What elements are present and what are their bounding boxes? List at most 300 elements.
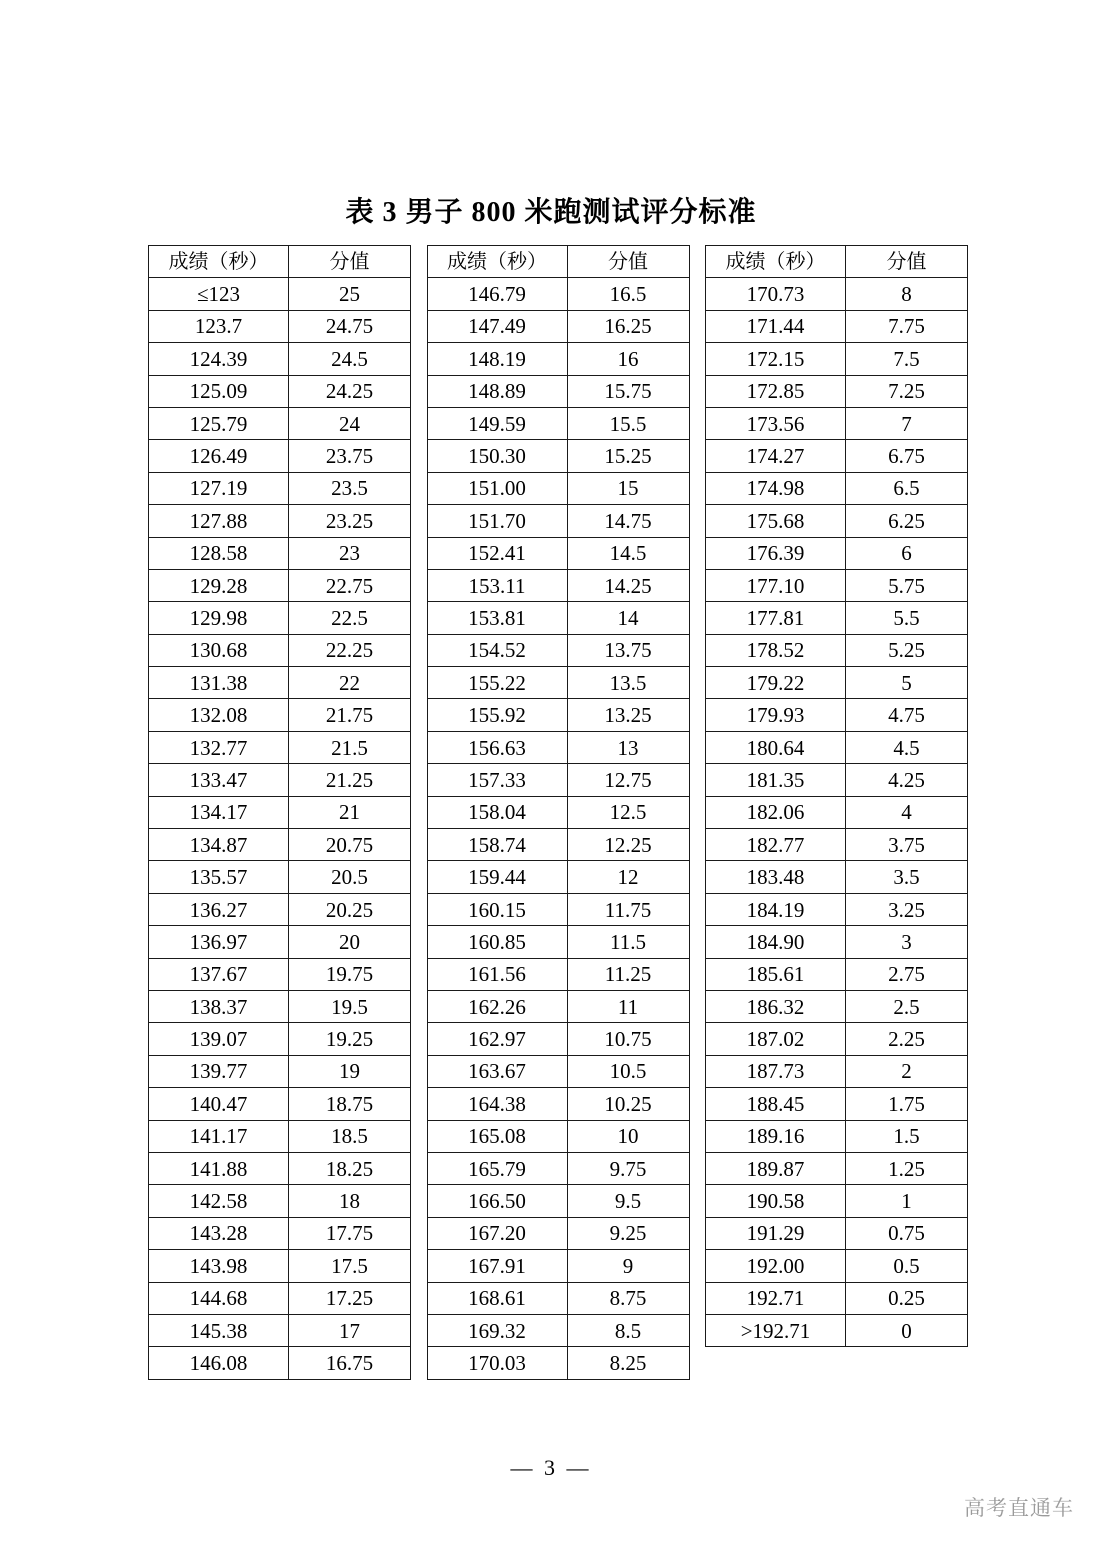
table-row [427,537,689,569]
table-row [149,440,411,472]
cell-performance: 123.7 [149,310,289,342]
cell-performance: 129.98 [149,602,289,634]
table-row [706,893,968,925]
table-row [149,796,411,828]
cell-score: 5.5 [846,602,968,634]
cell-score: 17 [289,1314,411,1346]
cell-performance: 162.97 [427,1023,567,1055]
table-row [427,407,689,439]
cell-score: 2.25 [846,1023,968,1055]
table-row [427,861,689,893]
cell-score: 9.5 [567,1185,689,1217]
table-row [427,310,689,342]
cell-score: 11.5 [567,926,689,958]
cell-performance: 158.04 [427,796,567,828]
cell-performance: 143.98 [149,1250,289,1282]
cell-score: 16.25 [567,310,689,342]
cell-performance: 151.70 [427,505,567,537]
cell-performance: 132.08 [149,699,289,731]
table-row [706,634,968,666]
table-row [706,278,968,310]
cell-performance: 141.88 [149,1152,289,1184]
cell-performance: 174.98 [706,472,846,504]
table-row [149,893,411,925]
cell-score: 19.5 [289,990,411,1022]
table-row [706,796,968,828]
cell-performance: 153.81 [427,602,567,634]
cell-score: 17.75 [289,1217,411,1249]
cell-score: 18.75 [289,1088,411,1120]
table-row [427,926,689,958]
cell-performance: 144.68 [149,1282,289,1314]
table-row [149,472,411,504]
table-row [706,699,968,731]
table-row [149,569,411,601]
cell-performance: 146.08 [149,1347,289,1379]
score-table-1 [148,245,411,1380]
cell-performance: 192.00 [706,1250,846,1282]
table-row [706,1152,968,1184]
cell-score: 9.25 [567,1217,689,1249]
cell-performance: 130.68 [149,634,289,666]
cell-performance: 159.44 [427,861,567,893]
cell-performance: 186.32 [706,990,846,1022]
table-row [149,1314,411,1346]
cell-score: 16 [567,343,689,375]
cell-score: 6.25 [846,505,968,537]
cell-performance: 142.58 [149,1185,289,1217]
cell-performance: 168.61 [427,1282,567,1314]
cell-performance: 148.89 [427,375,567,407]
cell-score: 19 [289,1055,411,1087]
cell-score: 20.75 [289,829,411,861]
cell-performance: 180.64 [706,731,846,763]
cell-score: 12.25 [567,829,689,861]
cell-performance: 156.63 [427,731,567,763]
cell-score: 12 [567,861,689,893]
cell-score: 9 [567,1250,689,1282]
cell-score: 10.5 [567,1055,689,1087]
cell-score: 15 [567,472,689,504]
table-row [706,1185,968,1217]
cell-score: 11 [567,990,689,1022]
table-row [149,634,411,666]
cell-score: 10.75 [567,1023,689,1055]
table-row [427,1185,689,1217]
cell-score: 22.25 [289,634,411,666]
table-row [706,1088,968,1120]
cell-score: 15.25 [567,440,689,472]
cell-score: 4.5 [846,731,968,763]
cell-score: 16.5 [567,278,689,310]
table-row [149,667,411,699]
cell-performance: 125.09 [149,375,289,407]
cell-performance: 190.58 [706,1185,846,1217]
cell-score: 24.75 [289,310,411,342]
cell-score: 5 [846,667,968,699]
cell-performance: 174.27 [706,440,846,472]
table-row [706,829,968,861]
cell-performance: 172.85 [706,375,846,407]
table-row [149,343,411,375]
table-row [149,1088,411,1120]
table-row [427,1152,689,1184]
table-row [149,1120,411,1152]
cell-performance: 135.57 [149,861,289,893]
table-row [427,569,689,601]
table-row [427,1120,689,1152]
table-row [149,1217,411,1249]
cell-score: 5.25 [846,634,968,666]
cell-performance: 179.93 [706,699,846,731]
cell-performance: 189.16 [706,1120,846,1152]
cell-performance: 160.15 [427,893,567,925]
table-row [427,440,689,472]
table-row [427,667,689,699]
table-row [706,958,968,990]
cell-score: 20.5 [289,861,411,893]
cell-score: 24.5 [289,343,411,375]
table-row [149,1185,411,1217]
cell-score: 14.25 [567,569,689,601]
cell-performance: 151.00 [427,472,567,504]
table-row [706,1282,968,1314]
cell-score: 20 [289,926,411,958]
column-header-performance: 成绩（秒） [149,246,289,278]
cell-score: 20.25 [289,893,411,925]
table-row [149,1055,411,1087]
cell-performance: 145.38 [149,1314,289,1346]
cell-score: 4.75 [846,699,968,731]
cell-performance: 125.79 [149,407,289,439]
table-row [706,1055,968,1087]
cell-score: 2.75 [846,958,968,990]
column-header-performance: 成绩（秒） [427,246,567,278]
cell-performance: 187.02 [706,1023,846,1055]
table-row [706,440,968,472]
cell-performance: 139.77 [149,1055,289,1087]
cell-performance: 138.37 [149,990,289,1022]
table-header-row [706,246,968,278]
score-table-3 [705,245,968,1347]
cell-performance: 126.49 [149,440,289,472]
cell-score: 3.5 [846,861,968,893]
cell-performance: 165.08 [427,1120,567,1152]
cell-score: 24 [289,407,411,439]
cell-score: 11.75 [567,893,689,925]
cell-performance: 152.41 [427,537,567,569]
cell-performance: 169.32 [427,1314,567,1346]
table-row [706,1217,968,1249]
cell-performance: 127.88 [149,505,289,537]
cell-score: 4 [846,796,968,828]
cell-score: 5.75 [846,569,968,601]
cell-score: 17.5 [289,1250,411,1282]
table-row [427,990,689,1022]
cell-score: 21 [289,796,411,828]
table-header-row [149,246,411,278]
cell-score: 0.75 [846,1217,968,1249]
table-row [706,602,968,634]
cell-performance: 165.79 [427,1152,567,1184]
cell-performance: 167.91 [427,1250,567,1282]
cell-performance: 160.85 [427,926,567,958]
table-row [149,1250,411,1282]
cell-performance: 179.22 [706,667,846,699]
table-row [427,796,689,828]
cell-performance: 157.33 [427,764,567,796]
column-header-score: 分值 [846,246,968,278]
cell-score: 13.75 [567,634,689,666]
cell-performance: 139.07 [149,1023,289,1055]
cell-score: 12.5 [567,796,689,828]
cell-performance: 164.38 [427,1088,567,1120]
table-row [706,764,968,796]
table-row [149,602,411,634]
cell-score: 21.75 [289,699,411,731]
cell-score: 12.75 [567,764,689,796]
cell-performance: 173.56 [706,407,846,439]
column-header-performance: 成绩（秒） [706,246,846,278]
cell-score: 9.75 [567,1152,689,1184]
table-row [427,1023,689,1055]
cell-performance: 129.28 [149,569,289,601]
cell-performance: 149.59 [427,407,567,439]
cell-score: 14 [567,602,689,634]
table-row [706,407,968,439]
cell-score: 1.5 [846,1120,968,1152]
cell-score: 1.25 [846,1152,968,1184]
cell-score: 18.5 [289,1120,411,1152]
table-row [149,278,411,310]
table-row [427,958,689,990]
table-row [149,731,411,763]
cell-score: 15.75 [567,375,689,407]
cell-score: 23 [289,537,411,569]
cell-performance: 134.87 [149,829,289,861]
cell-performance: 143.28 [149,1217,289,1249]
cell-performance: 153.11 [427,569,567,601]
cell-performance: 192.71 [706,1282,846,1314]
table-row [427,699,689,731]
table-row [427,893,689,925]
cell-performance: 128.58 [149,537,289,569]
cell-performance: 184.19 [706,893,846,925]
table-row [427,731,689,763]
cell-score: 22.5 [289,602,411,634]
cell-score: 24.25 [289,375,411,407]
cell-performance: 134.17 [149,796,289,828]
cell-performance: 176.39 [706,537,846,569]
cell-performance: 175.68 [706,505,846,537]
table-row [149,764,411,796]
cell-performance: 182.77 [706,829,846,861]
table-row [427,375,689,407]
cell-performance: 132.77 [149,731,289,763]
cell-performance: 146.79 [427,278,567,310]
table-row [427,602,689,634]
cell-score: 6.5 [846,472,968,504]
table-row [149,861,411,893]
table-row [706,1023,968,1055]
cell-performance: 178.52 [706,634,846,666]
cell-performance: 177.81 [706,602,846,634]
table-row [706,310,968,342]
cell-performance: 189.87 [706,1152,846,1184]
cell-performance: 172.15 [706,343,846,375]
table-row [149,537,411,569]
page-title: 表 3 男子 800 米跑测试评分标准 [345,197,757,228]
cell-performance: 177.10 [706,569,846,601]
cell-score: 8.75 [567,1282,689,1314]
cell-performance: 183.48 [706,861,846,893]
table-row [706,990,968,1022]
cell-score: 2 [846,1055,968,1087]
table-row [149,505,411,537]
cell-score: 0 [846,1314,968,1346]
cell-score: 22.75 [289,569,411,601]
cell-performance: 166.50 [427,1185,567,1217]
cell-score: 7.25 [846,375,968,407]
table-row [427,829,689,861]
table-row [427,1347,689,1379]
table-row [427,278,689,310]
cell-performance: >192.71 [706,1314,846,1346]
cell-score: 10.25 [567,1088,689,1120]
cell-score: 1.75 [846,1088,968,1120]
table-row [149,1023,411,1055]
cell-score: 13.5 [567,667,689,699]
table-row [706,667,968,699]
cell-performance: 147.49 [427,310,567,342]
cell-performance: 140.47 [149,1088,289,1120]
cell-performance: 148.19 [427,343,567,375]
cell-performance: 155.92 [427,699,567,731]
table-row [427,1282,689,1314]
cell-performance: 163.67 [427,1055,567,1087]
cell-performance: 182.06 [706,796,846,828]
score-table-2 [427,245,690,1380]
cell-performance: 184.90 [706,926,846,958]
cell-score: 3.75 [846,829,968,861]
cell-performance: 158.74 [427,829,567,861]
cell-score: 23.75 [289,440,411,472]
cell-performance: 124.39 [149,343,289,375]
watermark: 高考直通车 [964,1496,1074,1520]
table-row [706,731,968,763]
cell-score: 14.75 [567,505,689,537]
table-row [706,1120,968,1152]
cell-score: 21.5 [289,731,411,763]
table-row [149,407,411,439]
cell-performance: 167.20 [427,1217,567,1249]
table-row [706,472,968,504]
cell-performance: 185.61 [706,958,846,990]
cell-score: 0.5 [846,1250,968,1282]
table-row [427,472,689,504]
table-row [149,829,411,861]
cell-score: 1 [846,1185,968,1217]
cell-performance: 127.19 [149,472,289,504]
cell-performance: 170.73 [706,278,846,310]
cell-performance: 170.03 [427,1347,567,1379]
cell-score: 8.25 [567,1347,689,1379]
cell-performance: 133.47 [149,764,289,796]
table-row [149,310,411,342]
cell-performance: 150.30 [427,440,567,472]
table-row [427,1314,689,1346]
table-row [427,1217,689,1249]
cell-score: 15.5 [567,407,689,439]
table-row [706,537,968,569]
table-row [706,343,968,375]
page-number: — 3 — [510,1455,592,1480]
table-row [427,764,689,796]
cell-score: 3.25 [846,893,968,925]
cell-score: 0.25 [846,1282,968,1314]
cell-score: 13.25 [567,699,689,731]
cell-score: 3 [846,926,968,958]
cell-performance: 162.26 [427,990,567,1022]
column-header-score: 分值 [289,246,411,278]
table-row [706,505,968,537]
cell-score: 2.5 [846,990,968,1022]
cell-performance: 154.52 [427,634,567,666]
table-row [149,990,411,1022]
table-row [706,569,968,601]
table-row [149,1282,411,1314]
cell-score: 23.5 [289,472,411,504]
table-row [149,699,411,731]
cell-score: 13 [567,731,689,763]
cell-score: 18.25 [289,1152,411,1184]
cell-performance: 191.29 [706,1217,846,1249]
table-row [149,1347,411,1379]
cell-performance: 188.45 [706,1088,846,1120]
table-row [427,1250,689,1282]
cell-score: 10 [567,1120,689,1152]
score-tables-container [148,245,968,1380]
table-row [149,1152,411,1184]
table-row [706,926,968,958]
cell-performance: 171.44 [706,310,846,342]
cell-score: 7.75 [846,310,968,342]
table-row [706,1250,968,1282]
cell-score: 4.25 [846,764,968,796]
cell-performance: 161.56 [427,958,567,990]
table-row [149,958,411,990]
cell-performance: ≤123 [149,278,289,310]
table-row [427,634,689,666]
cell-performance: 131.38 [149,667,289,699]
table-row [149,375,411,407]
cell-score: 22 [289,667,411,699]
cell-score: 19.75 [289,958,411,990]
cell-score: 8 [846,278,968,310]
cell-score: 7.5 [846,343,968,375]
cell-score: 6 [846,537,968,569]
table-row [427,505,689,537]
cell-performance: 136.97 [149,926,289,958]
cell-performance: 141.17 [149,1120,289,1152]
cell-score: 25 [289,278,411,310]
cell-performance: 155.22 [427,667,567,699]
table-row [149,926,411,958]
cell-performance: 187.73 [706,1055,846,1087]
table-row [427,1088,689,1120]
cell-score: 6.75 [846,440,968,472]
cell-score: 8.5 [567,1314,689,1346]
